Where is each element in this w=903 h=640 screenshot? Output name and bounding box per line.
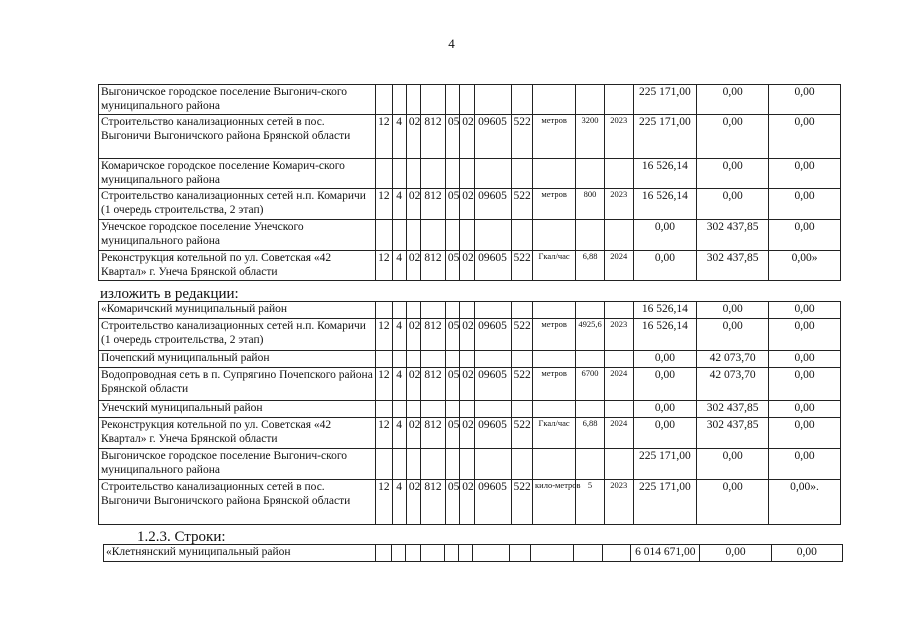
cell-col-3 xyxy=(406,159,420,189)
cell-col-1: 12 xyxy=(376,319,392,351)
cell-col-4 xyxy=(421,302,446,319)
cell-col-3 xyxy=(406,545,420,562)
cell-col-10: 5 xyxy=(576,480,605,525)
cell-col-8: 522 xyxy=(511,368,533,401)
row-name: Строительство канализационных сетей в пос. Выгоничи Выгоничского района Брянской области xyxy=(99,115,376,159)
cell-col-7: 09605 xyxy=(474,319,511,351)
cell-col-14: 0,00». xyxy=(769,480,841,525)
page-number: 4 xyxy=(448,36,455,51)
cell-col-10: 6,88 xyxy=(576,418,605,449)
cell-col-11: 2023 xyxy=(604,189,633,220)
cell-col-13: 302 437,85 xyxy=(697,251,769,281)
cell-col-9: Гкал/час xyxy=(533,418,576,449)
cell-col-11: 2024 xyxy=(604,418,633,449)
cell-col-14: 0,00 xyxy=(769,401,841,418)
cell-col-13: 42 073,70 xyxy=(697,351,769,368)
table-row xyxy=(104,545,843,562)
cell-col-12: 0,00 xyxy=(633,368,697,401)
row-name: «Комаричский муниципальный район xyxy=(99,302,376,319)
cell-col-8: 522 xyxy=(511,418,533,449)
cell-col-6: 02 xyxy=(460,189,474,220)
cell-col-8: 522 xyxy=(511,480,533,525)
cell-col-14: 0,00 xyxy=(769,85,841,115)
cell-col-2 xyxy=(392,85,406,115)
table-row xyxy=(99,368,841,401)
cell-col-9: метров xyxy=(533,368,576,401)
cell-col-6 xyxy=(460,85,474,115)
cell-col-8: 522 xyxy=(511,115,533,159)
cell-col-13: 302 437,85 xyxy=(697,418,769,449)
table-row xyxy=(99,418,841,449)
cell-col-2: 4 xyxy=(392,189,406,220)
cell-col-4: 812 xyxy=(421,368,446,401)
cell-col-2: 4 xyxy=(392,480,406,525)
cell-col-12: 6 014 671,00 xyxy=(631,545,700,562)
cell-col-10 xyxy=(576,449,605,480)
cell-col-8 xyxy=(511,159,533,189)
cell-col-9 xyxy=(533,159,576,189)
cell-col-14: 0,00 xyxy=(769,319,841,351)
table-row xyxy=(99,159,841,189)
cell-col-3: 02 xyxy=(406,115,420,159)
cell-col-12: 16 526,14 xyxy=(633,189,697,220)
table-row xyxy=(99,480,841,525)
cell-col-6: 02 xyxy=(460,251,474,281)
cell-col-3 xyxy=(406,220,420,251)
cell-col-5 xyxy=(445,159,459,189)
cell-col-1: 12 xyxy=(376,368,392,401)
cell-col-11 xyxy=(604,159,633,189)
cell-col-3: 02 xyxy=(406,368,420,401)
row-name: Унечское городское поселение Унечского муниципального района xyxy=(99,220,376,251)
cell-col-1: 12 xyxy=(376,189,392,220)
cell-col-4: 812 xyxy=(421,319,446,351)
cell-col-8 xyxy=(511,401,533,418)
cell-col-12: 16 526,14 xyxy=(633,159,697,189)
cell-col-3 xyxy=(406,85,420,115)
row-name: Строительство канализационных сетей н.п. Комаричи (1 очередь строительства, 2 этап) xyxy=(99,189,376,220)
table-before xyxy=(98,84,841,281)
cell-col-11 xyxy=(604,220,633,251)
cell-col-5 xyxy=(445,351,459,368)
cell-col-8 xyxy=(510,545,531,562)
cell-col-5: 05 xyxy=(445,480,459,525)
cell-col-7 xyxy=(474,302,511,319)
cell-col-4: 812 xyxy=(421,115,446,159)
row-name: Реконструкция котельной по ул. Советская «42 Квартал» г. Унеча Брянской области xyxy=(99,418,376,449)
cell-col-12: 16 526,14 xyxy=(633,302,697,319)
cell-col-4 xyxy=(421,85,446,115)
cell-col-10 xyxy=(576,159,605,189)
cell-col-13: 0,00 xyxy=(697,159,769,189)
cell-col-11: 2024 xyxy=(604,251,633,281)
table-row xyxy=(99,251,841,281)
row-name: Строительство канализационных сетей н.п. Комаричи (1 очередь строительства, 2 этап) xyxy=(99,319,376,351)
cell-col-8: 522 xyxy=(511,319,533,351)
cell-col-7: 09605 xyxy=(474,418,511,449)
cell-col-2 xyxy=(392,401,406,418)
cell-col-4: 812 xyxy=(421,418,446,449)
cell-col-14: 0,00 xyxy=(769,302,841,319)
cell-col-11 xyxy=(604,351,633,368)
cell-col-14: 0,00 xyxy=(769,449,841,480)
rows-caption: 1.2.3. Строки: xyxy=(137,529,226,545)
cell-col-1 xyxy=(375,545,391,562)
cell-col-5: 05 xyxy=(445,251,459,281)
cell-col-5: 05 xyxy=(445,115,459,159)
cell-col-9 xyxy=(533,220,576,251)
cell-col-12: 0,00 xyxy=(633,401,697,418)
cell-col-13: 0,00 xyxy=(697,449,769,480)
cell-col-7: 09605 xyxy=(474,251,511,281)
cell-col-11: 2024 xyxy=(604,368,633,401)
cell-col-1 xyxy=(376,351,392,368)
cell-col-13: 302 437,85 xyxy=(697,401,769,418)
cell-col-9: метров xyxy=(533,189,576,220)
cell-col-11: 2023 xyxy=(604,115,633,159)
cell-col-5 xyxy=(445,401,459,418)
cell-col-5: 05 xyxy=(445,319,459,351)
cell-col-1: 12 xyxy=(376,251,392,281)
cell-col-1 xyxy=(376,302,392,319)
cell-col-7: 09605 xyxy=(474,368,511,401)
cell-col-12: 225 171,00 xyxy=(633,480,697,525)
cell-col-13: 0,00 xyxy=(697,319,769,351)
row-name: Водопроводная сеть в п. Супрягино Почепского района Брянской области xyxy=(99,368,376,401)
cell-col-2 xyxy=(392,351,406,368)
cell-col-8 xyxy=(511,85,533,115)
cell-col-3: 02 xyxy=(406,251,420,281)
cell-col-11 xyxy=(602,545,631,562)
row-name: Выгоничское городское поселение Выгонич-ского муниципального района xyxy=(99,85,376,115)
cell-col-6: 02 xyxy=(460,319,474,351)
cell-col-5 xyxy=(445,220,459,251)
cell-col-3 xyxy=(406,302,420,319)
cell-col-10: 6,88 xyxy=(576,251,605,281)
cell-col-7 xyxy=(474,220,511,251)
cell-col-4: 812 xyxy=(421,189,446,220)
cell-col-13: 0,00 xyxy=(697,115,769,159)
cell-col-4 xyxy=(421,351,446,368)
cell-col-14: 0,00 xyxy=(769,115,841,159)
cell-col-9: кило-метров xyxy=(533,480,576,525)
cell-col-8: 522 xyxy=(511,189,533,220)
cell-col-3: 02 xyxy=(406,418,420,449)
cell-col-12: 0,00 xyxy=(633,251,697,281)
cell-col-1 xyxy=(376,449,392,480)
cell-col-10: 800 xyxy=(576,189,605,220)
table-row xyxy=(99,351,841,368)
cell-col-5: 05 xyxy=(445,418,459,449)
row-name: «Клетнянский муниципальный район xyxy=(104,545,376,562)
cell-col-10 xyxy=(576,302,605,319)
cell-col-1 xyxy=(376,220,392,251)
cell-col-10 xyxy=(574,545,603,562)
cell-col-13: 0,00 xyxy=(697,302,769,319)
cell-col-4 xyxy=(421,220,446,251)
table-row xyxy=(99,189,841,220)
cell-col-11 xyxy=(604,302,633,319)
cell-col-8: 522 xyxy=(511,251,533,281)
cell-col-11: 2023 xyxy=(604,480,633,525)
cell-col-2: 4 xyxy=(392,115,406,159)
cell-col-6 xyxy=(460,159,474,189)
cell-col-14: 0,00 xyxy=(769,220,841,251)
cell-col-11 xyxy=(604,401,633,418)
cell-col-14: 0,00 xyxy=(769,159,841,189)
cell-col-14: 0,00 xyxy=(769,351,841,368)
cell-col-2 xyxy=(392,220,406,251)
cell-col-9: метров xyxy=(533,115,576,159)
cell-col-11 xyxy=(604,85,633,115)
table-row xyxy=(99,449,841,480)
table-rows xyxy=(103,544,843,562)
cell-col-13: 302 437,85 xyxy=(697,220,769,251)
cell-col-7 xyxy=(474,401,511,418)
table-row xyxy=(99,302,841,319)
table-row xyxy=(99,220,841,251)
cell-col-3 xyxy=(406,401,420,418)
cell-col-8 xyxy=(511,351,533,368)
cell-col-3 xyxy=(406,449,420,480)
table-row xyxy=(99,401,841,418)
row-name: Выгоничское городское поселение Выгонич-ского муниципального района xyxy=(99,449,376,480)
cell-col-7 xyxy=(474,449,511,480)
cell-col-13: 0,00 xyxy=(697,85,769,115)
cell-col-10: 3200 xyxy=(576,115,605,159)
cell-col-2: 4 xyxy=(392,368,406,401)
cell-col-4 xyxy=(421,159,446,189)
cell-col-1: 12 xyxy=(376,418,392,449)
cell-col-6: 02 xyxy=(460,115,474,159)
cell-col-7 xyxy=(473,545,510,562)
cell-col-14: 0,00 xyxy=(771,545,842,562)
cell-col-12: 0,00 xyxy=(633,351,697,368)
cell-col-10: 4925,6 xyxy=(576,319,605,351)
cell-col-9 xyxy=(533,302,576,319)
cell-col-6 xyxy=(460,351,474,368)
cell-col-5 xyxy=(444,545,458,562)
cell-col-1: 12 xyxy=(376,480,392,525)
cell-col-4: 812 xyxy=(421,251,446,281)
cell-col-4: 812 xyxy=(421,480,446,525)
cell-col-13: 0,00 xyxy=(700,545,771,562)
table-row xyxy=(99,85,841,115)
cell-col-6: 02 xyxy=(460,480,474,525)
row-name: Реконструкция котельной по ул. Советская «42 Квартал» г. Унеча Брянской области xyxy=(99,251,376,281)
cell-col-7 xyxy=(474,351,511,368)
cell-col-5 xyxy=(445,85,459,115)
cell-col-7 xyxy=(474,85,511,115)
cell-col-1 xyxy=(376,85,392,115)
cell-col-1 xyxy=(376,159,392,189)
cell-col-7: 09605 xyxy=(474,189,511,220)
cell-col-10 xyxy=(576,85,605,115)
cell-col-12: 225 171,00 xyxy=(633,115,697,159)
cell-col-11 xyxy=(604,449,633,480)
cell-col-9: метров xyxy=(533,319,576,351)
cell-col-9 xyxy=(533,85,576,115)
cell-col-1: 12 xyxy=(376,115,392,159)
cell-col-13: 0,00 xyxy=(697,480,769,525)
cell-col-6 xyxy=(460,302,474,319)
cell-col-8 xyxy=(511,220,533,251)
cell-col-9: Гкал/час xyxy=(533,251,576,281)
cell-col-2: 4 xyxy=(392,319,406,351)
cell-col-4 xyxy=(421,449,446,480)
cell-col-2 xyxy=(392,302,406,319)
cell-col-8 xyxy=(511,449,533,480)
cell-col-13: 0,00 xyxy=(697,189,769,220)
cell-col-10 xyxy=(576,401,605,418)
table-revised xyxy=(98,301,841,525)
cell-col-3: 02 xyxy=(406,480,420,525)
cell-col-8 xyxy=(511,302,533,319)
cell-col-3: 02 xyxy=(406,189,420,220)
cell-col-10: 6700 xyxy=(576,368,605,401)
cell-col-5: 05 xyxy=(445,189,459,220)
cell-col-7: 09605 xyxy=(474,115,511,159)
cell-col-10 xyxy=(576,220,605,251)
cell-col-9 xyxy=(533,351,576,368)
table-row xyxy=(99,115,841,159)
cell-col-9 xyxy=(531,545,574,562)
cell-col-7: 09605 xyxy=(474,480,511,525)
edit-caption: изложить в редакции: xyxy=(100,286,239,302)
cell-col-14: 0,00» xyxy=(769,251,841,281)
table-row xyxy=(99,319,841,351)
cell-col-12: 225 171,00 xyxy=(633,449,697,480)
cell-col-6: 02 xyxy=(460,368,474,401)
cell-col-12: 225 171,00 xyxy=(633,85,697,115)
cell-col-14: 0,00 xyxy=(769,368,841,401)
cell-col-9 xyxy=(533,401,576,418)
cell-col-6 xyxy=(460,449,474,480)
cell-col-9 xyxy=(533,449,576,480)
cell-col-5: 05 xyxy=(445,368,459,401)
cell-col-12: 0,00 xyxy=(633,220,697,251)
row-name: Строительство канализационных сетей в пос. Выгоничи Выгоничского района Брянской области xyxy=(99,480,376,525)
cell-col-2 xyxy=(392,449,406,480)
cell-col-14: 0,00 xyxy=(769,189,841,220)
cell-col-4 xyxy=(420,545,444,562)
cell-col-6 xyxy=(460,220,474,251)
cell-col-10 xyxy=(576,351,605,368)
cell-col-3: 02 xyxy=(406,319,420,351)
cell-col-11: 2023 xyxy=(604,319,633,351)
row-name: Комаричское городское поселение Комарич-ского муниципального района xyxy=(99,159,376,189)
cell-col-2 xyxy=(392,159,406,189)
cell-col-6: 02 xyxy=(460,418,474,449)
cell-col-5 xyxy=(445,302,459,319)
cell-col-12: 16 526,14 xyxy=(633,319,697,351)
cell-col-6 xyxy=(460,401,474,418)
cell-col-1 xyxy=(376,401,392,418)
cell-col-13: 42 073,70 xyxy=(697,368,769,401)
cell-col-2: 4 xyxy=(392,418,406,449)
cell-col-7 xyxy=(474,159,511,189)
cell-col-14: 0,00 xyxy=(769,418,841,449)
cell-col-4 xyxy=(421,401,446,418)
cell-col-2: 4 xyxy=(392,251,406,281)
cell-col-6 xyxy=(459,545,473,562)
cell-col-2 xyxy=(392,545,406,562)
cell-col-5 xyxy=(445,449,459,480)
row-name: Унечский муниципальный район xyxy=(99,401,376,418)
row-name: Почепский муниципальный район xyxy=(99,351,376,368)
cell-col-12: 0,00 xyxy=(633,418,697,449)
cell-col-3 xyxy=(406,351,420,368)
